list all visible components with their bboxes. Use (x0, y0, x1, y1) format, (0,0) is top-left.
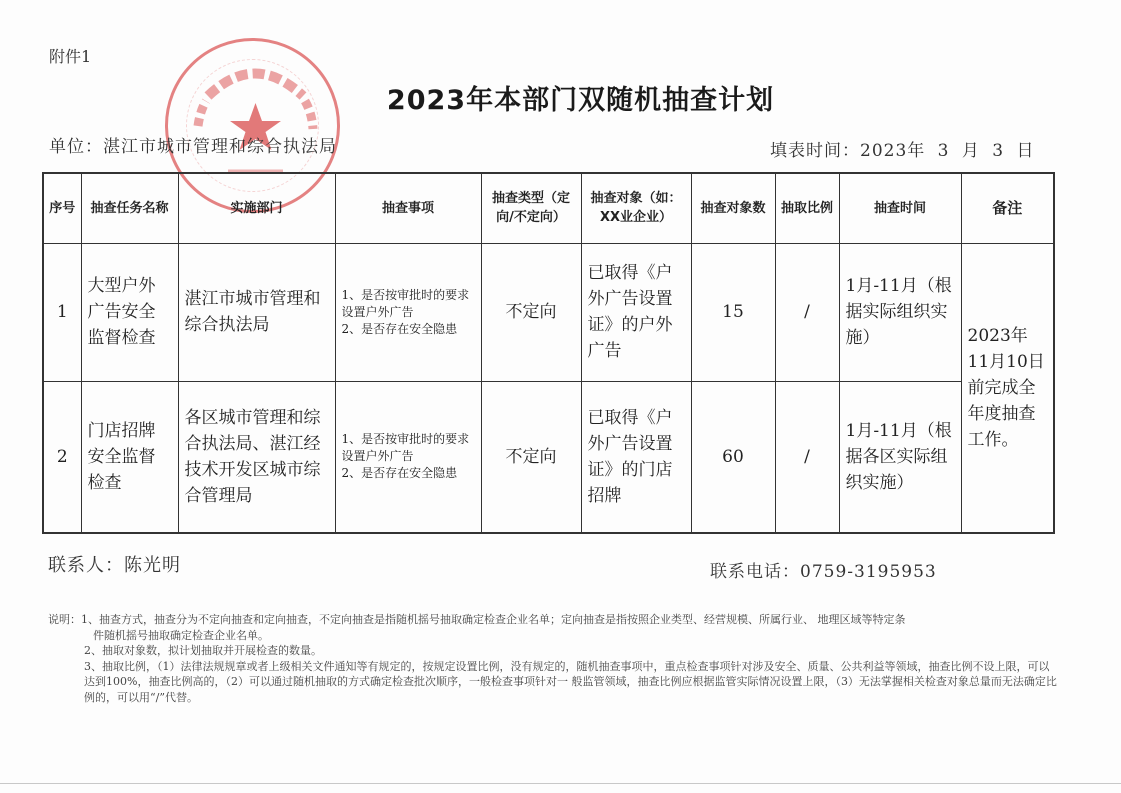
item-line-2: 2、是否存在安全隐患 (341, 321, 458, 336)
header-task: 抽查任务名称 (81, 173, 178, 243)
table-row (43, 243, 1054, 381)
notes-section (48, 612, 1058, 705)
cell-time: 1月-11月（根据各区实际组织实施） (839, 381, 961, 533)
cell-type: 不定向 (481, 243, 581, 381)
cell-seq: 2 (43, 381, 81, 533)
page-title: 2023年本部门双随机抽查计划 (386, 85, 775, 116)
inspection-plan-table (42, 172, 1055, 534)
header-ratio: 抽取比例 (775, 173, 839, 243)
cell-task: 门店招牌安全监督检查 (81, 381, 178, 533)
header-time: 抽查时间 (839, 173, 961, 243)
cell-task: 大型户外广告安全监督检查 (81, 243, 178, 381)
scan-edge-divider (0, 783, 1121, 784)
cell-target: 已取得《户外广告设置证》的户外广告 (581, 243, 691, 381)
contact-person: 联系人：陈光明 (48, 555, 181, 576)
cell-dept: 各区城市管理和综合执法局、湛江经技术开发区城市综合管理局 (178, 381, 335, 533)
cell-type: 不定向 (481, 381, 581, 533)
unit-label: 单位：湛江市城市管理和综合执法局 (49, 137, 337, 157)
header-remark: 备注 (961, 173, 1054, 243)
cell-count: 60 (691, 381, 775, 533)
attachment-label: 附件1 (49, 47, 92, 66)
note-line: 件随机摇号抽取确定检查企业名单。 (93, 628, 269, 642)
cell-count: 15 (691, 243, 775, 381)
cell-time: 1月-11月（根据实际组织实施） (839, 243, 961, 381)
cell-seq: 1 (43, 243, 81, 381)
header-item: 抽查事项 (335, 173, 481, 243)
contact-phone: 联系电话：0759-3195953 (710, 562, 937, 582)
cell-item (335, 381, 481, 533)
table-header-row (43, 173, 1054, 243)
note-line: 2、抽取对象数，拟计划抽取并开展检查的数量。 (84, 644, 322, 657)
cell-target: 已取得《户外广告设置证》的门店招牌 (581, 381, 691, 533)
header-target: 抽查对象（如：XX业企业） (581, 173, 691, 243)
fill-time: 填表时间：2023年 3 月 3 日 (770, 141, 1035, 161)
item-line-1: 1、是否按审批时的要求设置户外广告 (341, 432, 470, 464)
header-dept: 实施部门 (178, 173, 335, 243)
header-type: 抽查类型（定向/不定向） (481, 173, 581, 243)
cell-ratio: / (775, 381, 839, 533)
cell-item (335, 243, 481, 381)
header-count: 抽查对象数 (691, 173, 775, 243)
header-seq: 序号 (43, 173, 81, 243)
cell-ratio: / (775, 243, 839, 381)
table-row (43, 381, 1054, 533)
cell-dept: 湛江市城市管理和综合执法局 (178, 243, 335, 381)
note-line: 3、抽取比例，（1）法律法规规章或者上级相关文件通知等有规定的，按规定设置比例，没有规定的，随机抽查事项中，重点检查事项针对涉及安全、质量、公共利益等领域，抽查比例不设上限，可以达到100%，抽查比例高的，（2）可以通过随机抽取的方式确定检查批次顺序，一般检查事项针对一 般监管领域，抽查比例应根据监管实际情况设置上限，（3）无法掌握相关检查对象总量而无法确定比例的，可以用“/”代替。 (84, 659, 1057, 704)
cell-remark: 2023年11月10日前完成全年度抽查工作。 (961, 243, 1054, 533)
item-line-2: 2、是否存在安全隐患 (341, 466, 458, 481)
item-line-1: 1、是否按审批时的要求设置户外广告 (341, 287, 470, 319)
note-line: 说明：1、抽查方式，抽查分为不定向抽查和定向抽查，不定向抽查是指随机摇号抽取确定检查企业名单；定向抽查是指按照企业类型、经营规模、所属行业、 地理区域等特定条 (48, 613, 906, 626)
